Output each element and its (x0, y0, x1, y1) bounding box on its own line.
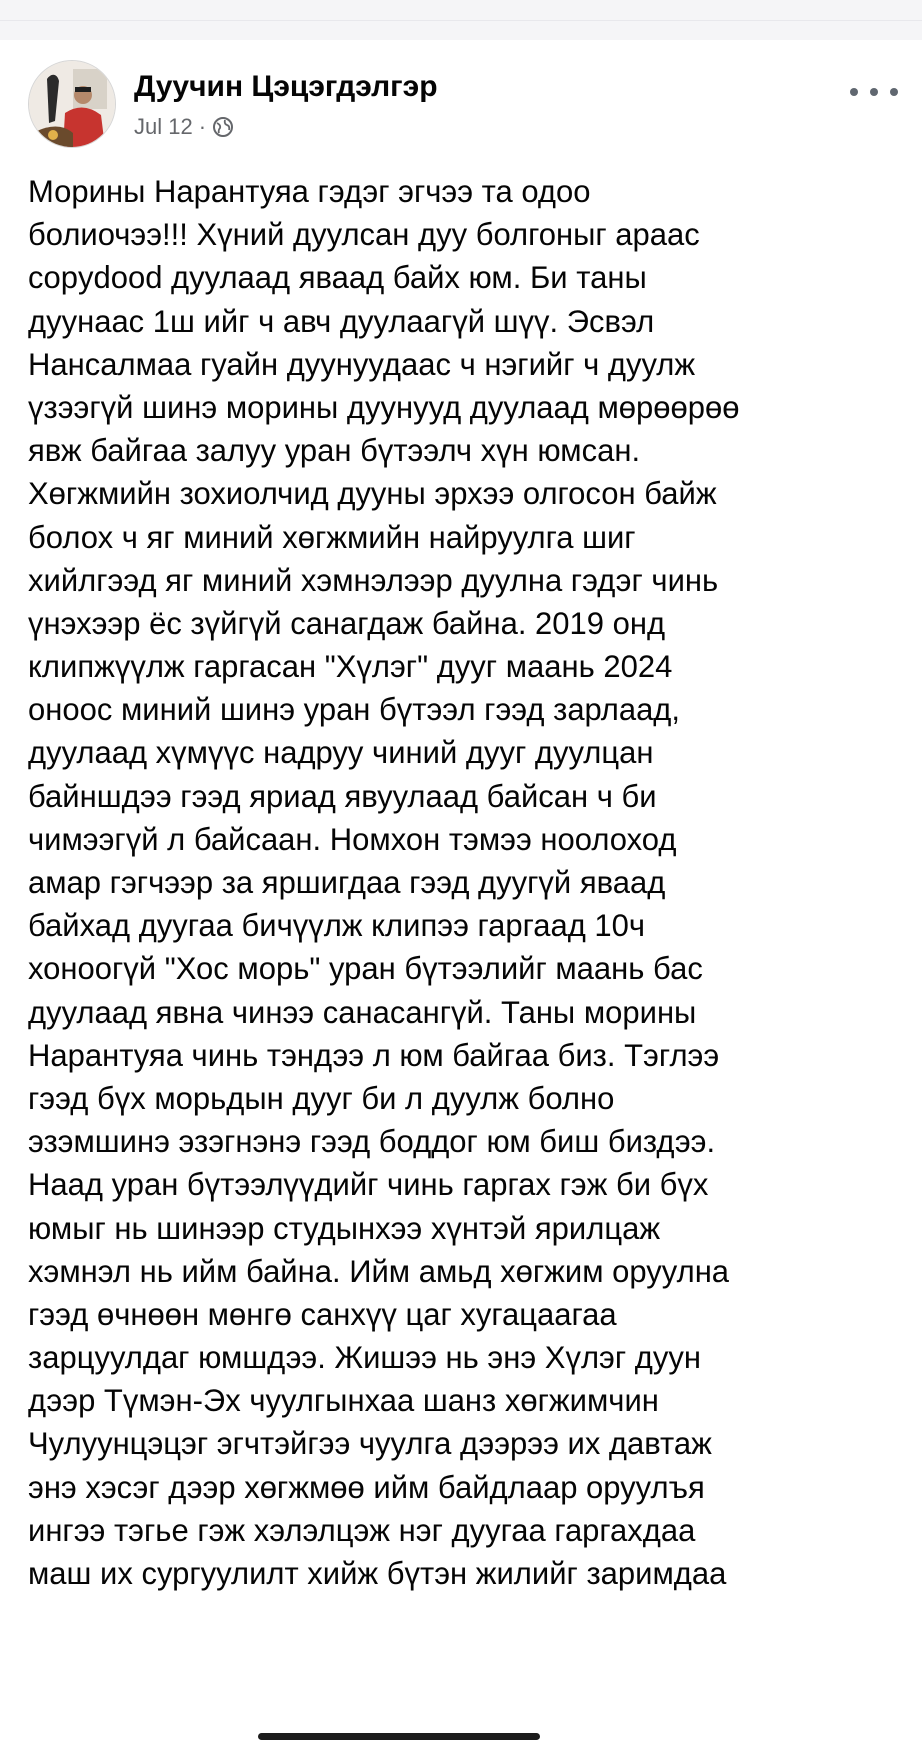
post-header (28, 60, 898, 180)
post-line: үзээгүй шинэ морины дуунууд дуулаад мөрөөрөө (28, 388, 740, 425)
post-line: амар гэгчээр за яршигдаа гээд дуугүй яваад (28, 864, 666, 900)
post-line: оноос миний шинэ уран бүтээл гээд зарлаад, (28, 691, 681, 728)
post-line: байншдээ гээд яриад явуулаад байсан ч би (28, 777, 657, 814)
post-body (28, 170, 908, 1595)
post-date[interactable]: Jul 12 (134, 114, 193, 139)
author-name[interactable]: Дуучин Цэцэгдэлгэр (134, 70, 438, 103)
meta-separator: · (198, 114, 207, 139)
post-line: хэмнэл нь ийм байна. Ийм амьд хөгжим оруулна (28, 1252, 730, 1289)
top-bar (0, 0, 922, 41)
post-line: дээр Түмэн-Эх чуулгынхаа шанз хөгжимчин (28, 1382, 659, 1419)
post-line: энэ хэсэг дээр хөгжмөө ийм байдлаар оруулъя (28, 1468, 705, 1505)
facebook-post (0, 40, 922, 1753)
post-line: хоноогүй "Хос морь" уран бүтээлийг маань бас (28, 950, 703, 987)
avatar[interactable] (28, 60, 116, 148)
post-line: Хөгжмийн зохиолчид дууны эрхээ олгосон байж (28, 475, 717, 512)
more-dot (890, 88, 898, 96)
top-bar-divider (0, 20, 922, 21)
post-line: юмыг нь шинээр студынхээ хүнтэй ярилцаж (28, 1209, 661, 1246)
post-line: үнэхээр ёс зүйгүй санагдаж байна. 2019 онд (28, 604, 666, 641)
post-line: чимээгүй л байсаан. Номхон тэмээ ноолоход (28, 820, 677, 857)
post-line: Наад уран бүтээлүүдийг чинь гаргах гэж би бүх (28, 1166, 709, 1203)
post-line: болох ч яг миний хөгжмийн найруулга шиг (28, 518, 636, 555)
post-line: дуулаад явна чинээ санасангүй. Таны морины (28, 993, 697, 1030)
more-dot (850, 88, 858, 96)
post-line: гээд өчнөөн мөнгө санхүү цаг хугацаагаа (28, 1295, 617, 1332)
post-line: Нансалмаа гуайн дуунуудаас ч нэгийг ч дуулж (28, 345, 696, 382)
post-line: ингээ тэгье гэж хэлэлцэж нэг дуугаа гаргахдаа (28, 1511, 696, 1548)
post-line: дуунаас 1ш ийг ч авч дуулаагүй шүү. Эсвэл (28, 302, 655, 339)
post-line: маш их сургуулилт хийж бүтэн жилийг заримдаа (28, 1555, 727, 1591)
post-line: болиочээ!!! Хүний дуулсан дуу болгоныг араас (28, 216, 700, 253)
avatar-image (29, 61, 115, 147)
post-line: copydood дуулаад яваад байх юм. Би таны (28, 259, 647, 296)
post-line: Нарантуяа чинь тэндээ л юм байгаа биз. Тэглээ (28, 1036, 720, 1073)
post-line: байхад дуугаа бичүүлж клипээ гаргаад 10ч (28, 907, 646, 944)
post-line: клипжүүлж гаргасан "Хүлэг" дууг маань 2024 (28, 648, 673, 685)
more-dot (870, 88, 878, 96)
post-line: хийлгээд яг миний хэмнэлээр дуулна гэдэг чинь (28, 561, 719, 598)
more-options-icon[interactable] (850, 82, 898, 102)
home-indicator[interactable] (258, 1733, 540, 1740)
post-meta (134, 114, 234, 140)
post-line: Морины Нарантуяа гэдэг эгчээ та одоо (28, 173, 591, 209)
post-line: явж байгаа залуу уран бүтээлч хүн юмсан. (28, 432, 641, 469)
post-line: дуулаад хүмүүс надруу чиний дууг дуулцан (28, 734, 654, 771)
post-line: зарцуулдаг юмшдээ. Жишээ нь энэ Хүлэг дуун (28, 1339, 701, 1376)
post-line: гээд бүх морьдын дууг би л дуулж болно (28, 1079, 615, 1116)
post-line: эзэмшинэ эзэгнэнэ гээд боддог юм биш биздээ. (28, 1123, 716, 1160)
post-line: Чулуунцэцэг эгчтэйгээ чуулга дээрээ их давтаж (28, 1425, 712, 1462)
globe-icon[interactable] (212, 116, 234, 138)
